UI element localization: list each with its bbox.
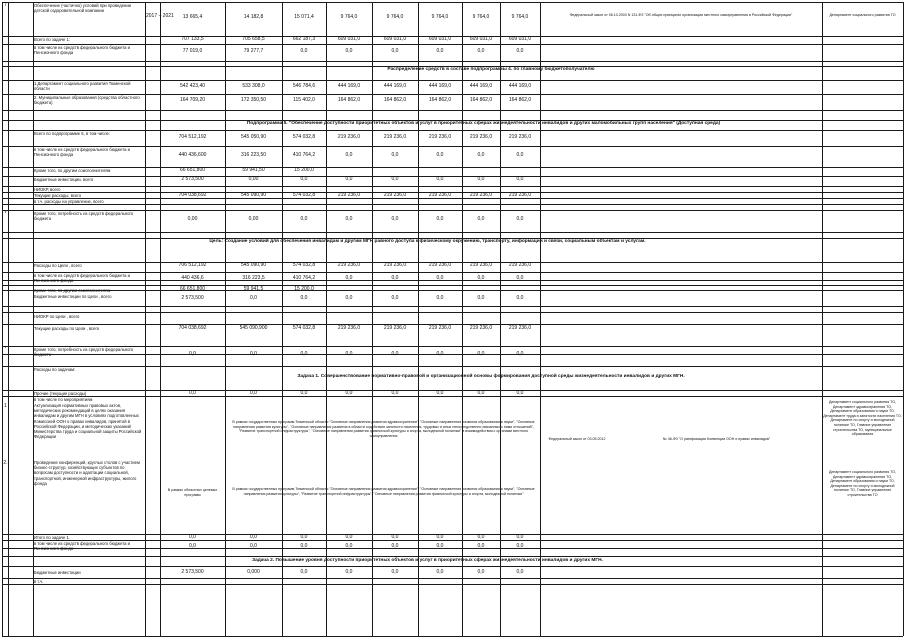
table-cell-value: 0,0	[189, 351, 196, 357]
table-cell-value: 9 764,0	[340, 14, 358, 20]
table-cell-text: в том числе из средств федерального бюджета и Пенсионного фонда	[34, 273, 130, 284]
table-rule-vertical	[540, 2, 541, 636]
table-cell-value: 574 032,8	[292, 192, 316, 198]
table-cell-value: 0,0	[250, 390, 257, 396]
table-cell-value: 0,0	[477, 176, 485, 182]
table-cell-value: 0,0	[516, 152, 524, 158]
table-cell-value: 0,0	[345, 295, 353, 301]
table-cell-value: 79 277,7	[243, 48, 264, 54]
table-cell-value: 574 032,8	[292, 325, 316, 331]
table-cell-value: 0,0	[516, 275, 524, 281]
table-cell-value: 0,0	[345, 216, 353, 222]
table-rule-horizontal	[2, 556, 903, 557]
table-cell-value: 0,0	[516, 569, 524, 575]
table-cell-text: В рамках областных целевых программ	[167, 488, 218, 497]
table-cell-value: 0,0	[391, 152, 399, 158]
table-cell-text: Бюджетные инвестиции	[34, 570, 81, 575]
table-cell-value: 0,0	[516, 216, 524, 222]
table-cell-value: 9 764,0	[431, 14, 449, 20]
table-cell-value: 0,00	[187, 216, 198, 222]
table-cell-text: Департамент социального развития ТО	[829, 13, 896, 17]
table-cell-value: 316 223,50	[240, 152, 267, 158]
table-rule-vertical	[822, 2, 823, 636]
table-cell-value: 609 031,0	[508, 36, 532, 42]
table-cell-text: 1.Департамент социального развития Тюменской области	[34, 81, 131, 92]
table-cell-text: Кроме того, по другим соисполнителям	[34, 288, 111, 293]
section-heading: Задача 1. Совершенствование нормативно-правовой и организационной основы формирования доступной среды жизнедеятельности инвалидов и других МГН.	[297, 374, 685, 379]
table-cell-text: Бюджетные инвестиции, всего	[34, 177, 94, 182]
table-cell-value: 0,0	[436, 176, 444, 182]
table-rule-horizontal	[2, 324, 903, 325]
table-cell-text: в том числе из средств федерального бюджета и Пенсионного фонда	[34, 147, 130, 158]
table-cell-value: 219 236,0	[383, 192, 407, 198]
table-cell-value: 545 090,90	[240, 262, 267, 268]
table-cell-value: 219 236,0	[383, 134, 407, 140]
table-cell-text: в том числе из средств федерального бюджета и Пенсионного фонда	[34, 45, 130, 56]
table-cell-text: Департамент социального развития ТО, Департамент здравоохранения ТО, Департамент образования и науки ТО, Департамент труда и занятости населения ТО, Департамент по спорту и молодежной политике ТО, Главное управление строительства ТО, муниципальные образования	[823, 400, 902, 437]
table-cell-value: 2017 – 2021	[146, 13, 174, 19]
table-cell-value: 0,0	[300, 351, 308, 357]
table-cell-value: 219 236,0	[383, 262, 407, 268]
table-cell-text: Прочие (текущие расходы)	[34, 391, 87, 396]
table-cell-value: 164 862,0	[383, 97, 407, 103]
table-cell-value: 219 236,0	[383, 325, 407, 331]
table-cell-value: *	[4, 346, 7, 352]
table-cell-value: 0,0	[516, 534, 524, 540]
table-cell-text: НИОКР по Цели , всего	[34, 314, 80, 319]
table-cell-value: 0,0	[391, 216, 399, 222]
table-cell-value: 0,0	[391, 390, 399, 396]
table-cell-value: 706 512,192	[178, 262, 207, 268]
table-cell-value: 9 764,0	[386, 14, 404, 20]
table-cell-value: 704 038,692	[178, 192, 207, 198]
table-cell-value: 219 236,0	[469, 325, 493, 331]
table-cell-value: 0,00	[248, 216, 259, 222]
table-cell-text: 2. Муниципальные образования (средства областного бюджета)	[34, 95, 140, 106]
table-cell-value: 0,0	[391, 543, 399, 549]
table-cell-value: 0,0	[250, 295, 257, 301]
table-cell-value: 7	[4, 2, 7, 8]
table-rule-horizontal	[2, 584, 903, 585]
table-cell-value: 219 236,0	[469, 134, 493, 140]
table-cell-value: 59 941,5	[243, 286, 264, 292]
table-cell-value: 0,0	[516, 351, 524, 357]
table-cell-value: 0,0	[477, 275, 485, 281]
table-cell-text: Расходы по задачам:	[34, 367, 76, 372]
table-cell-value: 219 236,0	[508, 262, 532, 268]
table-rule-vertical	[8, 2, 9, 636]
table-cell-value: 15 200,0	[294, 286, 314, 292]
table-cell-value: 1	[4, 403, 7, 409]
table-cell-value: 66 651,800	[179, 167, 206, 173]
table-cell-value: 219 236,0	[508, 134, 532, 140]
table-cell-value: 219 236,0	[428, 192, 452, 198]
table-cell-value: 662 187,3	[292, 36, 316, 42]
table-cell-value: 704 038,692	[178, 325, 207, 331]
table-cell-text	[9, 3, 32, 35]
table-cell-value: 2.	[3, 460, 8, 466]
table-cell-value: 219 236,0	[337, 262, 361, 268]
table-cell-text: в том числе из средств федерального бюджета и Пенсионного фонда	[34, 541, 130, 552]
table-cell-value: 705 658,5	[242, 36, 265, 42]
table-cell-value: 219 236,0	[428, 134, 452, 140]
table-cell-value: 164 862,0	[508, 97, 532, 103]
table-cell-value: *	[4, 211, 7, 217]
table-rule-vertical	[145, 2, 146, 636]
table-cell-value: 0,0	[436, 48, 444, 54]
table-cell-value: 609 031,0	[337, 36, 361, 42]
table-cell-text: Расходы по Цели , всего	[34, 263, 82, 268]
table-cell-text: Бюджетные инвестиции по Цели , всего	[34, 294, 112, 299]
table-cell-value: 2 573,500	[181, 295, 204, 301]
table-cell-value: 0,0	[477, 48, 485, 54]
table-cell-value: 0,0	[345, 48, 353, 54]
table-cell-text: Проведение конференций, круглых столов с участием бизнес-структур, хозяйствующих субъектов по вопросам доступности и адаптации социальной, транспортной, инженерной инфраструктуры, жилого фонда	[34, 460, 140, 486]
table-cell-value: 0,0	[250, 534, 257, 540]
table-cell-value: 0,0	[436, 390, 444, 396]
table-cell-value: 0,0	[300, 569, 308, 575]
table-cell-value: 0,0	[516, 390, 524, 396]
table-rule-horizontal	[2, 232, 903, 233]
table-cell-value: 13 665,4	[182, 14, 203, 20]
table-cell-value: 0,0	[391, 295, 399, 301]
table-rule-horizontal	[2, 306, 903, 307]
table-rule-vertical	[2, 2, 3, 636]
table-cell-value: 164 862,0	[428, 97, 452, 103]
table-cell-text: Обеспечение (частично) условий при проведении детской оздоровительной компании	[34, 3, 132, 14]
table-cell-value: 0,0	[436, 295, 444, 301]
table-cell-value: 0,0	[250, 351, 257, 357]
table-cell-value: 533 308,0	[242, 83, 265, 89]
table-cell-value: 545 090,900	[239, 325, 268, 331]
table-cell-text: в т.ч. расходы на управление, всего	[34, 199, 104, 204]
table-cell-value: 0,0	[189, 543, 196, 549]
table-cell-value: 0,0	[391, 275, 399, 281]
table-cell-text: В рамках государственных программ Тюменской области "Основные направления развития здравоохранения", "Основные направления развития образования и науки", "Основные направления развития культуры", "Развитие транспортной инфраструктуры", "Основные направления развития физической культуры и спорта, молодежной политики"	[232, 487, 535, 496]
table-rule-horizontal	[2, 110, 903, 111]
table-cell-text: Итого по задаче 1.	[34, 535, 70, 540]
table-cell-value: 0,0	[391, 351, 399, 357]
section-heading: Распределение средств в составе подпрограммы 4. по главному бюджетополучателю	[387, 67, 595, 72]
table-cell-value: 574 032,8	[292, 134, 316, 140]
table-cell-value: 0,0	[516, 543, 524, 549]
table-cell-value: 316 223,5	[242, 275, 265, 281]
table-cell-value: 2 573,500	[181, 176, 204, 182]
table-cell-text: Актуализация нормативных правовых актов, методических рекомендаций в целях оказания инвалидам и другим МГН в условиях подготовленных Комиссией ООН о правах инвалидов, принятой в Российской Федерации, и методических указаний Министерства труда и социальной защиты Российской Федерации	[34, 403, 142, 440]
table-cell-value: 0,0	[436, 275, 444, 281]
table-cell-value: 115 402,0	[293, 97, 315, 103]
table-cell-value: 444 169,0	[383, 83, 407, 89]
table-cell-value: 0,0	[189, 534, 196, 540]
table-rule-horizontal	[2, 312, 903, 313]
table-cell-value: 0,0	[391, 176, 399, 182]
table-cell-value: 219 236,0	[337, 192, 361, 198]
table-rule-vertical	[903, 2, 904, 636]
table-cell-value: 546 784,6	[292, 83, 316, 89]
table-cell-value: 0,0	[345, 534, 353, 540]
table-cell-value: 164 709,20	[179, 97, 206, 103]
table-cell-value: 0,000	[247, 569, 260, 575]
table-cell-value: 0,0	[250, 543, 257, 549]
table-cell-value: 609 031,0	[383, 36, 407, 42]
table-cell-value: 545 050,90	[240, 134, 267, 140]
table-cell-value: 0,0	[300, 543, 308, 549]
table-cell-value: 164 862,0	[469, 97, 493, 103]
table-cell-value: 0,0	[345, 275, 353, 281]
table-cell-value: 0,0	[516, 48, 524, 54]
table-cell-value: 9 764,0	[511, 14, 529, 20]
table-cell-value: 219 236,0	[469, 192, 493, 198]
table-cell-value: 0,0	[391, 48, 399, 54]
table-cell-text: № 46-ФЗ "О ратификации Конвенции ООН о правах инвалидов"	[662, 437, 771, 441]
table-cell-value: 0,0	[436, 152, 444, 158]
table-cell-value: 0,0	[477, 534, 485, 540]
table-cell-value: 59 941,50	[242, 167, 265, 173]
table-cell-value: 609 031,0	[469, 36, 493, 42]
table-cell-text: Департамент социального развития ТО, Департамент здравоохранения ТО, Департамент образования и науки ТО, Департамент по спорту и молодежной политике ТО, Главное управление строительства ТО	[828, 470, 897, 497]
table-cell-value: 0,0	[436, 351, 444, 357]
table-cell-value: 0,0	[391, 534, 399, 540]
table-cell-text: Федеральный закон от 06.10.2003 N 131-ФЗ "Об общих принципах организации местного самоуправления в Российской Федерации"	[569, 13, 793, 17]
table-cell-value: 545 090,90	[240, 192, 267, 198]
table-cell-value: 66 651,800	[179, 286, 206, 292]
table-cell-value: 0,0	[345, 176, 353, 182]
table-cell-text: в том числе по мероприятиям	[34, 397, 93, 402]
table-cell-value: 164 862,0	[337, 97, 361, 103]
table-cell-value: 0,0	[391, 569, 399, 575]
table-cell-value: 0,0	[477, 216, 485, 222]
table-cell-value: 0,0	[300, 295, 308, 301]
table-cell-value: 704 512,192	[178, 134, 207, 140]
table-cell-value: 219 236,0	[337, 325, 361, 331]
table-cell-value: 0,00	[248, 176, 259, 182]
table-cell-text: Всего по задаче 1:	[34, 37, 70, 42]
table-cell-value: 0,0	[477, 390, 485, 396]
section-heading: Цель: Создание условий для обеспечения инвалидам и другим МГН равного доступа к физическому окружению, транспорту, информации и связи, социальным объектам и услугам.	[209, 239, 646, 244]
table-cell-value: 77 019,0	[182, 48, 203, 54]
table-cell-value: 444 169,0	[508, 83, 532, 89]
table-cell-text: Кроме того, по другим соисполнителям	[34, 168, 111, 173]
table-cell-value: 609 031,0	[428, 36, 452, 42]
table-rule-horizontal	[2, 566, 903, 567]
table-cell-value: 0,0	[345, 543, 353, 549]
table-cell-value: 219 236,0	[428, 262, 452, 268]
table-cell-value: 0,0	[477, 295, 485, 301]
table-cell-value: 15 071,4	[294, 14, 314, 20]
table-cell-value: 9 764,0	[472, 14, 490, 20]
table-cell-text: Федеральный закон от 03.05.2012	[548, 437, 606, 441]
table-cell-value: 0,0	[300, 176, 308, 182]
table-cell-value: 440 436,600	[178, 152, 207, 158]
table-cell-value: 574 032,8	[292, 262, 316, 268]
table-cell-value: 0,0	[436, 216, 444, 222]
table-cell-value: 410 764,2	[292, 275, 316, 281]
table-cell-value: 410 764,2	[292, 152, 316, 158]
table-cell-value: 14 182,8	[243, 14, 264, 20]
table-cell-value: 219 236,0	[337, 134, 361, 140]
table-cell-value: 0,0	[345, 569, 353, 575]
table-cell-value: 219 236,0	[428, 325, 452, 331]
table-cell-text: Кроме того, потребность из средств федерального бюджета	[34, 211, 134, 222]
table-cell-value: 0,0	[477, 543, 485, 549]
section-heading: Задача 2. Повышение уровня доступности приоритетных объектов и услуг в приоритетных сферах жизнедеятельности инвалидов и других МГН.	[252, 558, 603, 563]
table-cell-value: 0,0	[516, 295, 524, 301]
table-cell-value: 0,0	[300, 48, 308, 54]
table-cell-value: 0,0	[300, 534, 308, 540]
table-cell-value: 444 169,0	[428, 83, 452, 89]
table-cell-value: 0,0	[300, 390, 308, 396]
table-cell-value: 0,0	[477, 351, 485, 357]
table-cell-value: 0,0	[345, 390, 353, 396]
table-cell-value: 0,0	[345, 152, 353, 158]
table-cell-value: 707 133,5	[181, 36, 204, 42]
table-cell-text: в т.ч.	[34, 579, 44, 584]
table-cell-value: 0,0	[189, 390, 196, 396]
table-cell-text: Кроме того, потребность из средств федерального бюджета	[34, 347, 134, 358]
table-cell-text: Текущие расходы по Цели , всего	[34, 326, 100, 331]
table-cell-value: 172 350,50	[240, 97, 267, 103]
table-cell-value: 444 169,0	[469, 83, 493, 89]
table-cell-value: 0,0	[345, 351, 353, 357]
table-cell-text: Всего по подпрограмме 5, в том числе:	[34, 131, 111, 136]
table-cell-text: В рамках государственных программ Тюменской области "Основные направления развития здравоохранения", "Основные направления развития образования и науки", "Основные направления развития культуры", "Основные направления развития в области содействия занятости населения, трудовых и иных непосредственно связанных с ними отношений", "Развитие транспортной инфраструктуры", "Основные направления развития физической культуры и спорта, молодежной политики" в взаимодействия с органами местного самоуправления	[232, 420, 535, 438]
table-cell-value: 0,0	[477, 569, 485, 575]
table-cell-value: 219 236,0	[469, 262, 493, 268]
table-cell-value: 0,0	[436, 569, 444, 575]
table-cell-text: НИОКР, всего	[34, 187, 61, 192]
table-cell-value: 2 573,500	[181, 569, 204, 575]
table-cell-value: 0,0	[477, 152, 485, 158]
table-cell-value: 219 236,0	[508, 192, 532, 198]
table-rule-horizontal	[2, 61, 903, 62]
table-cell-value: 0,0	[516, 176, 524, 182]
table-cell-value: 15 200,0	[294, 167, 314, 173]
table-cell-value: 219 236,0	[508, 325, 532, 331]
table-cell-value: 0,0	[436, 543, 444, 549]
table-cell-value: 444 169,0	[337, 83, 361, 89]
table-cell-text: Текущие расходы, всего	[34, 193, 82, 198]
table-rule-horizontal	[2, 636, 903, 637]
table-cell-value: 542 423,40	[179, 83, 206, 89]
table-cell-value: 440 436,6	[181, 275, 204, 281]
table-cell-value: 0,0	[436, 534, 444, 540]
table-cell-value: 0,0	[300, 216, 308, 222]
section-heading: Подпрограмма 5. "Обеспечение доступности приоритетных объектов и услуг в приоритетных сферах жизнедеятельности инвалидов и других маломобильных групп населения" (Доступная среда)	[246, 121, 721, 126]
table-rule-horizontal	[2, 204, 903, 205]
